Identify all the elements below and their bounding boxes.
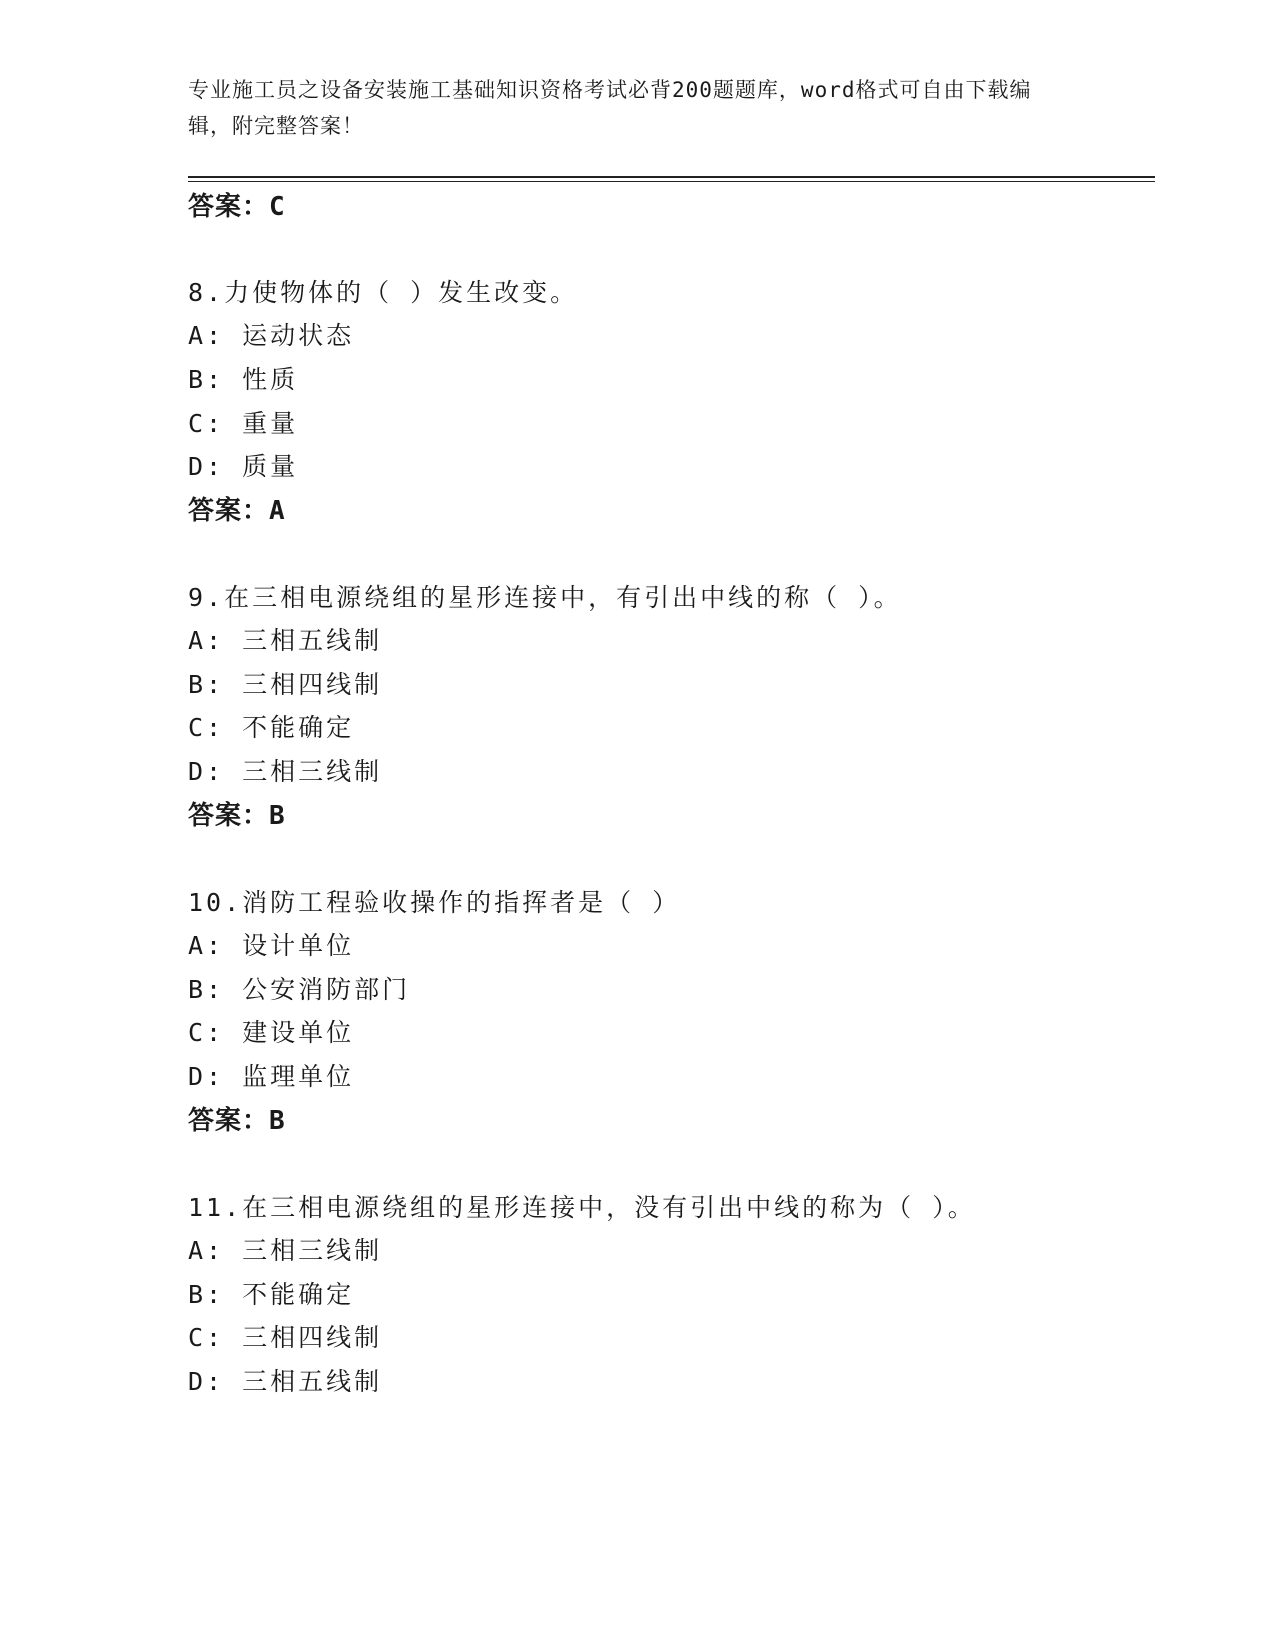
option-a: A: 三相五线制 (188, 626, 383, 655)
option-c: C: 重量 (188, 409, 299, 438)
option-b: B: 性质 (188, 365, 299, 394)
question-stem: 10.消防工程验收操作的指挥者是（ ） (188, 888, 681, 917)
option-c: C: 不能确定 (188, 713, 355, 742)
answer-line: 答案：C (188, 192, 286, 222)
option-c: C: 建设单位 (188, 1018, 355, 1047)
answer-line: 答案：B (188, 1106, 286, 1136)
document-title: 专业施工员之设备安装施工基础知识资格考试必背200题题库，word格式可自由下载编辑，附完整答案！ (188, 78, 1032, 138)
question-stem: 8.力使物体的（ ）发生改变。 (188, 278, 579, 307)
option-d: D: 三相三线制 (188, 757, 383, 786)
question-stem: 9.在三相电源绕组的星形连接中，有引出中线的称（ ）。 (188, 583, 902, 612)
answer-line: 答案：B (188, 801, 286, 831)
option-c: C: 三相四线制 (188, 1323, 383, 1352)
header-divider (188, 176, 1155, 178)
option-a: A: 三相三线制 (188, 1236, 383, 1265)
option-b: B: 三相四线制 (188, 670, 383, 699)
answer-line: 答案：A (188, 496, 286, 526)
option-a: A: 设计单位 (188, 931, 355, 960)
option-b: B: 不能确定 (188, 1280, 355, 1309)
header-divider-thin (188, 181, 1155, 182)
option-b: B: 公安消防部门 (188, 975, 411, 1004)
option-d: D: 三相五线制 (188, 1367, 383, 1396)
option-d: D: 监理单位 (188, 1062, 355, 1091)
option-d: D: 质量 (188, 452, 299, 481)
question-stem: 11.在三相电源绕组的星形连接中，没有引出中线的称为（ ）。 (188, 1193, 976, 1222)
option-a: A: 运动状态 (188, 321, 355, 350)
